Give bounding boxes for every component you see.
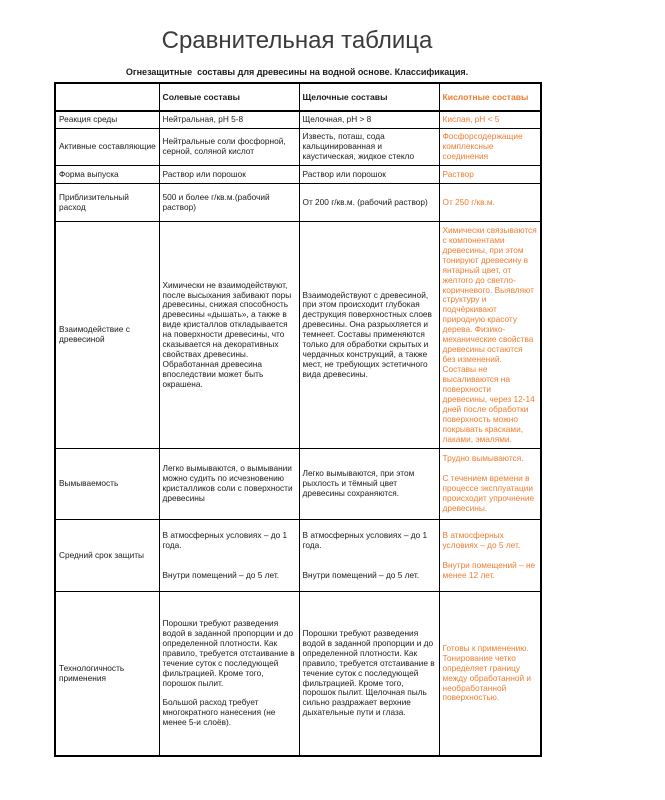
row-label: Вымываемость: [55, 449, 159, 520]
paragraph: Химически связываются с компонентами древесины, при этом тонируют древесину в янтарный цвет, от желтого до светло-коричневого. Выявляют структуру и подчёркивают природную красоту дерева. Физико-механические свойства древесины остаются без изменений. Составы не высаливаются на поверхности древесины, через 12-14 дней после обработки поверхность можно покрывать красками, лаками, эмалями.: [442, 224, 537, 444]
table-cell: [159, 166, 299, 184]
paragraph: Известь, поташ, сода кальцинированная и каустическая, жидкое стекло: [302, 131, 415, 162]
corner-header-cell: [55, 83, 159, 111]
table-row: [55, 222, 541, 449]
table-cell: [439, 222, 541, 449]
paragraph: Нейтральная, pH 5-8: [162, 114, 244, 125]
paragraph: 500 и более г/кв.м.(рабочий раствор): [162, 191, 270, 212]
row-label: Форма выпуска: [55, 166, 159, 184]
paragraph: Внутри помещений – не менее 12 лет.: [442, 559, 536, 580]
paragraph: Щелочная, pH > 8: [302, 114, 372, 125]
table-header-row: [55, 83, 541, 111]
table-cell: [439, 129, 541, 166]
paragraph: Большой расход требует многократного нанесения (не менее 5-и слоёв).: [162, 697, 276, 728]
table-cell: [159, 520, 299, 592]
table-row: [55, 111, 541, 129]
column-header: Кислотные составы: [439, 83, 541, 111]
row-label: Взаимодействие с древесиной: [55, 222, 159, 449]
paragraph: С течением времени в процессе эксплуатации происходит упрочнение древесины.: [442, 473, 535, 514]
paragraph: Трудно вымываются.: [442, 453, 524, 464]
table-cell: [159, 111, 299, 129]
table-cell: [299, 184, 439, 222]
table-cell: [299, 520, 439, 592]
table-cell: [439, 592, 541, 756]
paragraph: Взаимодействуют с древесиной, при этом происходит глубокая деструкция поверхностных слоев древесины. Она разрыхляется и темнеет. Составы применяются только для обработки скрытых и чердачных конструкций, а также мест, не требующих эстетичного вида древесины.: [302, 289, 432, 380]
table-row: [55, 449, 541, 520]
table-row: [55, 129, 541, 166]
table-row: [55, 520, 541, 592]
table-cell: [159, 449, 299, 520]
table-row: [55, 184, 541, 222]
page-subtitle: Огнезащитные составы для древесины на водной основе. Классификация.: [125, 66, 469, 77]
table-cell: [159, 184, 299, 222]
paragraph: Легко вымываются, при этом рыхлость и тёмный цвет древесины сохраняются.: [302, 468, 415, 499]
paragraph: От 250 г/кв.м.: [442, 196, 495, 207]
table-cell: [439, 111, 541, 129]
paragraph: В атмосферных условиях – до 5 лет.: [442, 529, 521, 550]
row-label: Технологичность применения: [55, 592, 159, 756]
table-cell: [159, 222, 299, 449]
table-cell: [299, 166, 439, 184]
row-label: Реакция среды: [55, 111, 159, 129]
table-cell: [299, 111, 439, 129]
paragraph: Раствор или порошок: [162, 168, 246, 179]
paragraph: Фосфорсодержащие комплексные соединения: [442, 131, 523, 162]
table-cell: [299, 592, 439, 756]
paragraph: Готовы к применению. Тонирование четко определяет границу между обработанной и необработанной поверхностью.: [442, 642, 532, 703]
paragraph: В атмосферных условиях – до 1 года.: [162, 529, 288, 550]
table-cell: [299, 222, 439, 449]
paragraph: Порошки требуют разведения водой в заданной пропорции и до определенной плотности. Как правило, требуется отстаивание в течение суток с последующей фильтрацией. Кроме того, порошок пылит. Щелочная пыль сильно раздражает верхние дыхательные пути и глаза.: [302, 627, 435, 718]
table-row: [55, 166, 541, 184]
paragraph: Порошки требуют разведения водой в заданной пропорции и до определенной плотности. Как правило, требуется отстаивание в течение суток с последующей фильтрацией. Кроме того, порошок пылит.: [162, 617, 295, 688]
paragraph: Нейтральные соли фосфорной, серной, соляной кислот: [162, 136, 286, 157]
table-cell: [439, 449, 541, 520]
table-cell: [159, 592, 299, 756]
paragraph: Внутри помещений – до 5 лет.: [302, 569, 420, 580]
paragraph: Внутри помещений – до 5 лет.: [162, 569, 280, 580]
table-cell: [439, 520, 541, 592]
paragraph: Раствор или порошок: [302, 168, 386, 179]
row-label: Приблизительный расход: [55, 184, 159, 222]
table-row: [55, 592, 541, 756]
page-title: Сравнительная таблица: [161, 27, 433, 54]
column-header: Щелочные составы: [299, 83, 439, 111]
table-cell: [439, 166, 541, 184]
table-cell: [299, 129, 439, 166]
column-header: Солевые составы: [159, 83, 299, 111]
paragraph: Химически не взаимодействуют, после высыхания забивают поры древесины, снижая способность древесины «дышать», а также в виде кристаллов откладывается на поверхности древесины, что сказывается на декоративных свойствах древесины. Обработанная древесина впоследствии может быть окрашена.: [162, 279, 292, 390]
table-cell: [439, 184, 541, 222]
paragraph: Раствор: [442, 168, 474, 179]
paragraph: В атмосферных условиях – до 1 года.: [302, 529, 428, 550]
row-label: Средний срок защиты: [55, 520, 159, 592]
paragraph-spacer: [303, 551, 436, 561]
paragraph: От 200 г/кв.м. (рабочий раствор): [302, 196, 428, 207]
row-label: Активные составляющие: [55, 129, 159, 166]
comparison-table: [54, 82, 542, 757]
paragraph-spacer: [163, 551, 296, 561]
table-body: [55, 111, 541, 756]
paragraph: Легко вымываются, о вымывании можно судить по исчезновению кристалликов соли с поверхности древесины: [162, 463, 293, 504]
table-cell: [299, 449, 439, 520]
table-cell: [159, 129, 299, 166]
paragraph: Кислая, pH < 5: [442, 114, 500, 125]
